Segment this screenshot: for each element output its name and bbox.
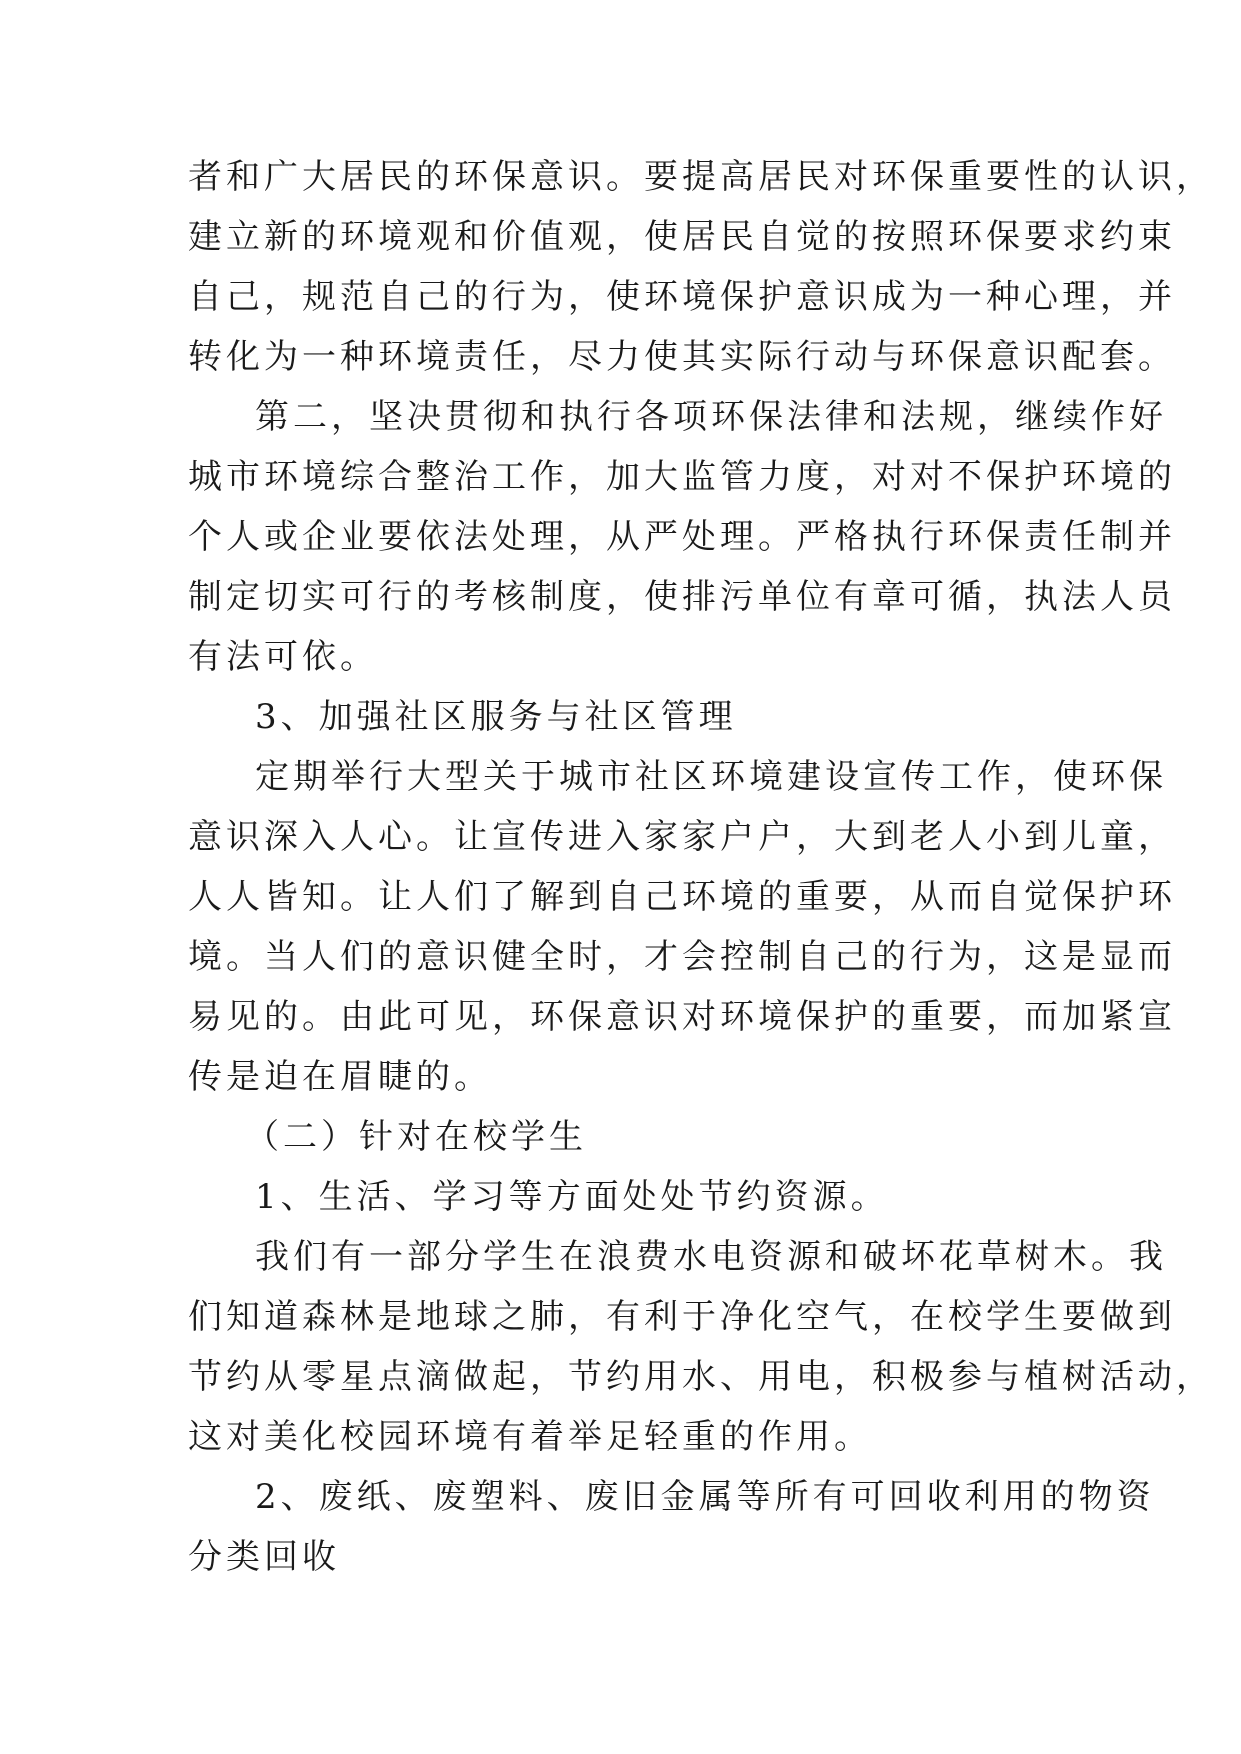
section-heading: 2、废纸、废塑料、废旧金属等所有可回收利用的物资 [255,1477,1155,1517]
text-line: 建立新的环境观和价值观，使居民自觉的按照环保要求约束 [188,217,1176,257]
text-line: 这对美化校园环境有着举足轻重的作用。 [188,1417,872,1457]
text-line: 们知道森林是地球之肺，有利于净化空气，在校学生要做到 [188,1297,1176,1337]
text-line: 有法可依。 [188,637,378,677]
paragraph-start: 第二，坚决贯彻和执行各项环保法律和法规，继续作好 [255,397,1167,437]
text-line: 传是迫在眉睫的。 [188,1057,492,1097]
text-line: 转化为一种环境责任，尽力使其实际行动与环保意识配套。 [188,337,1176,377]
text-line: 节约从零星点滴做起，节约用水、用电，积极参与植树活动， [188,1357,1214,1397]
text-line: 城市环境综合整治工作，加大监管力度，对对不保护环境的 [188,457,1176,497]
text-line: 易见的。由此可见，环保意识对环境保护的重要，而加紧宣 [188,997,1176,1037]
text-line: 者和广大居民的环保意识。要提高居民对环保重要性的认识， [188,157,1214,197]
text-line: 境。当人们的意识健全时，才会控制自己的行为，这是显而 [188,937,1176,977]
text-line: 自己，规范自己的行为，使环境保护意识成为一种心理，并 [188,277,1176,317]
text-line: 意识深入人心。让宣传进入家家户户，大到老人小到儿童， [188,817,1176,857]
text-line: 制定切实可行的考核制度，使排污单位有章可循，执法人员 [188,577,1176,617]
section-heading: 1、生活、学习等方面处处节约资源。 [255,1177,889,1217]
section-heading: （二）针对在校学生 [245,1117,587,1157]
section-heading: 3、加强社区服务与社区管理 [255,697,737,737]
text-line: 人人皆知。让人们了解到自己环境的重要，从而自觉保护环 [188,877,1176,917]
text-line: 个人或企业要依法处理，从严处理。严格执行环保责任制并 [188,517,1176,557]
text-line: 分类回收 [188,1537,340,1577]
paragraph-start: 我们有一部分学生在浪费水电资源和破坏花草树木。我 [255,1237,1167,1277]
paragraph-start: 定期举行大型关于城市社区环境建设宣传工作，使环保 [255,757,1167,797]
